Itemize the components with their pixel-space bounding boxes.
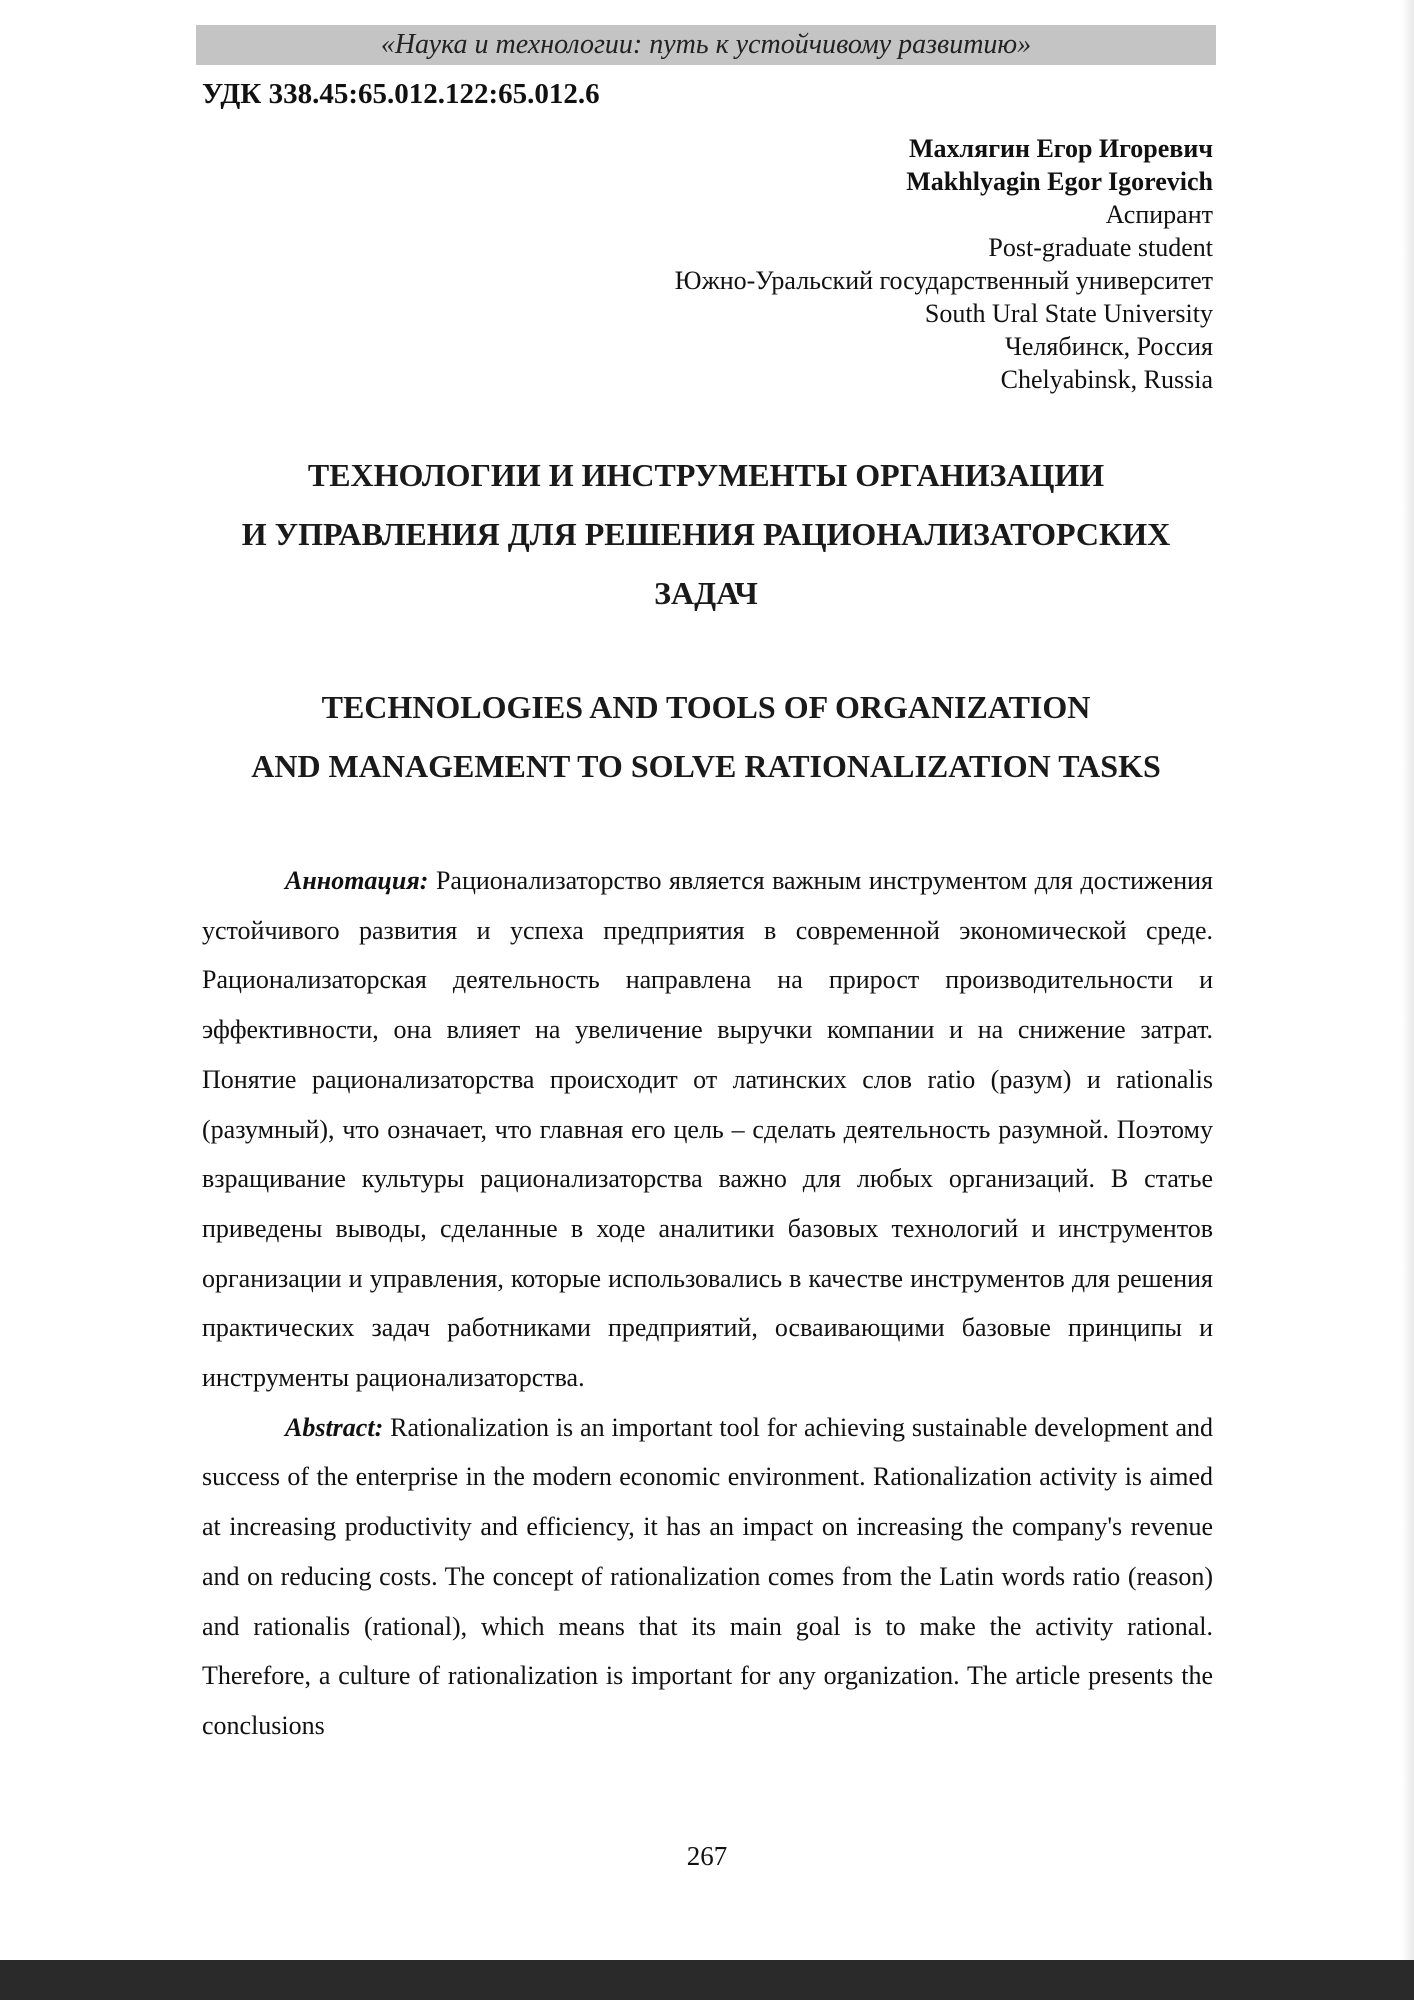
author-block <box>675 132 1213 396</box>
title-ru-line: ТЕХНОЛОГИИ И ИНСТРУМЕНТЫ ОРГАНИЗАЦИИ <box>307 457 1105 493</box>
author-position-ru: Аспирант <box>1105 200 1213 229</box>
journal-title: «Наука и технологии: путь к устойчивому развитию» <box>380 29 1032 60</box>
author-name-en: Makhlyagin Egor Igorevich <box>906 167 1213 196</box>
abstract-text: Rationalization is an important tool for achieving sustainable development and success of the enterprise in the modern economic environment. Rationalization activity is aimed at increasing productivity and efficiency, it has an impact on increasing the company's revenue and on reducing costs. The concept of rationalization comes from the Latin words ratio (reason) and rationalis (rational), which means that its main goal is to make the activity rational. Therefore, a culture of rationalization is important for any organization. The article presents the conclusions <box>202 1412 1213 1740</box>
author-university-ru: Южно-Уральский государственный университет <box>674 266 1213 295</box>
author-name-ru: Махлягин Егор Игоревич <box>909 134 1213 163</box>
page-edge <box>1402 0 1414 1960</box>
annotation-text: Рационализаторство является важным инструментом для достижения устойчивого развития и успеха предприятия в современной экономической среде. Рационализаторская деятельность направлена на прирост производительности и эффективности, она влияет на увеличение выручки компании и на снижение затрат. Понятие рационализаторства происходит от латинских слов ratio (разум) и rationalis (разумный), что означает, что главная его цель – сделать деятельность разумной. Поэтому взращивание культуры рационализаторства важно для любых организаций. В статье приведены выводы, сделанные в ходе аналитики базовых технологий и инструментов организации и управления, которые использовались в качестве инструментов для решения практических задач работниками предприятий, осваивающими базовые принципы и инструменты рационализаторства. <box>202 866 1213 1393</box>
title-english <box>196 678 1216 796</box>
author-city-ru: Челябинск, Россия <box>1004 332 1213 361</box>
viewer-bottom-bar <box>0 1960 1414 2000</box>
abstract-paragraph <box>202 1403 1213 1751</box>
title-ru-line: И УПРАВЛЕНИЯ ДЛЯ РЕШЕНИЯ РАЦИОНАЛИЗАТОРСКИХ <box>241 516 1171 552</box>
udk-code: УДК 338.45:65.012.122:65.012.6 <box>202 78 600 110</box>
author-city-en: Chelyabinsk, Russia <box>1000 365 1213 394</box>
author-position-en: Post-graduate student <box>988 233 1213 262</box>
journal-header <box>196 25 1216 65</box>
annotation-label: Аннотация: <box>285 866 429 895</box>
title-en-line: AND MANAGEMENT TO SOLVE RATIONALIZATION TASKS <box>251 748 1161 784</box>
title-ru-line: ЗАДАЧ <box>654 575 758 611</box>
title-en-line: TECHNOLOGIES AND TOOLS OF ORGANIZATION <box>321 689 1091 725</box>
annotation-paragraph <box>202 856 1213 1403</box>
author-university-en: South Ural State University <box>924 299 1213 328</box>
abstract-label: Abstract: <box>285 1412 384 1442</box>
abstract-section <box>202 856 1213 1751</box>
page-number: 267 <box>686 1841 728 1871</box>
title-russian <box>196 446 1216 623</box>
